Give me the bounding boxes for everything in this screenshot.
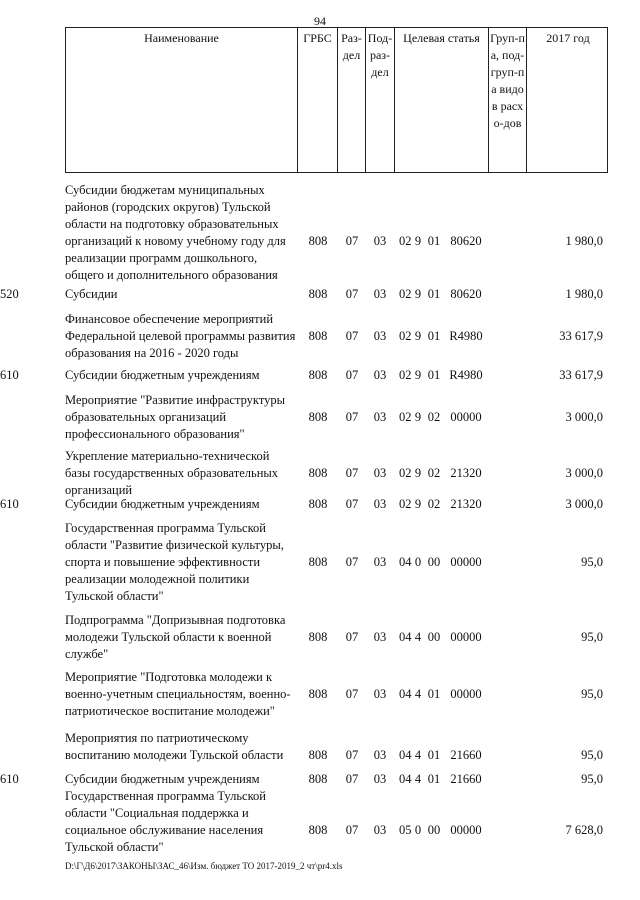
cell-target-subprogram: 9 <box>414 368 422 382</box>
cell-razdel: 07 <box>345 466 359 480</box>
cell-target-subprogram: 9 <box>414 329 422 343</box>
cell-target-subprogram: 4 <box>414 748 422 762</box>
cell-podrazdel: 03 <box>373 555 387 569</box>
row-name: Государственная программа Тульской области "Социальная поддержка и социальное обслуживание населения Тульской области" <box>65 789 266 854</box>
cell-amount-2017: 7 628,0 <box>565 823 603 837</box>
cell-target-subprogram: 9 <box>414 466 422 480</box>
cell-target-subprogram: 9 <box>414 497 422 511</box>
row-name: Субсидии бюджетным учреждениям <box>65 772 260 786</box>
cell-expense-group: 610 <box>0 772 19 786</box>
cell-amount-2017: 95,0 <box>581 630 603 644</box>
cell-amount-2017: 95,0 <box>581 687 603 701</box>
cell-podrazdel: 03 <box>373 368 387 382</box>
row-name: Государственная программа Тульской области "Развитие физической культуры, спорта и повышение эффективности реализации молодежной политики Тульской области" <box>65 521 284 603</box>
cell-target-event: 01 <box>427 287 441 301</box>
cell-podrazdel: 03 <box>373 234 387 248</box>
cell-target-program: 04 <box>399 630 412 644</box>
cell-grbs: 808 <box>308 555 328 569</box>
cell-target-subprogram: 9 <box>414 410 422 424</box>
cell-target-subprogram: 4 <box>414 772 422 786</box>
cell-razdel: 07 <box>345 555 359 569</box>
header-grbs: ГРБС <box>298 28 338 172</box>
row-name: Мероприятие "Развитие инфраструктуры образовательных организаций профессионального образования" <box>65 393 286 441</box>
cell-amount-2017: 1 980,0 <box>565 234 603 248</box>
cell-target-event: 01 <box>427 748 441 762</box>
cell-target-event: 01 <box>427 687 441 701</box>
cell-grbs: 808 <box>308 410 328 424</box>
header-year: 2017 год <box>546 31 590 45</box>
header-target: Целевая статья <box>395 28 489 172</box>
cell-amount-2017: 95,0 <box>581 748 603 762</box>
cell-target-subprogram: 0 <box>414 823 422 837</box>
cell-amount-2017: 33 617,9 <box>559 368 603 382</box>
cell-target-program: 04 <box>399 555 412 569</box>
cell-target-program: 02 <box>399 466 412 480</box>
cell-target-program: 04 <box>399 772 412 786</box>
cell-target-event: 01 <box>427 234 441 248</box>
cell-target-direction: 21320 <box>450 497 482 511</box>
cell-podrazdel: 03 <box>373 497 387 511</box>
cell-target-direction: 00000 <box>450 630 482 644</box>
cell-target-direction: 21320 <box>450 466 482 480</box>
cell-grbs: 808 <box>308 630 328 644</box>
cell-target-direction: 00000 <box>450 555 482 569</box>
row-name: Мероприятия по патриотическому воспитанию молодежи Тульской области <box>65 731 284 762</box>
cell-target-event: 00 <box>427 823 441 837</box>
cell-grbs: 808 <box>308 234 328 248</box>
row-name: Субсидии бюджетам муниципальных районов (городских округов) Тульской области на подготовку образовательных организаций к новому учебному году для реализации программ дошкольного, общего и дополнительного образования <box>65 183 286 282</box>
cell-razdel: 07 <box>345 368 359 382</box>
cell-expense-group: 520 <box>0 287 19 301</box>
cell-razdel: 07 <box>345 687 359 701</box>
cell-target-program: 02 <box>399 410 412 424</box>
cell-grbs: 808 <box>308 329 328 343</box>
cell-podrazdel: 03 <box>373 823 387 837</box>
cell-amount-2017: 3 000,0 <box>565 466 603 480</box>
cell-target-subprogram: 9 <box>414 287 422 301</box>
cell-target-program: 04 <box>399 687 412 701</box>
row-name: Субсидии бюджетным учреждениям <box>65 368 260 382</box>
cell-grbs: 808 <box>308 823 328 837</box>
row-name: Мероприятие "Подготовка молодежи к военно-учетным специальностям, военно-патриотическое воспитание молодежи" <box>65 670 291 718</box>
cell-grbs: 808 <box>308 287 328 301</box>
table-header <box>65 27 608 173</box>
cell-amount-2017: 95,0 <box>581 772 603 786</box>
cell-target-direction: R4980 <box>449 329 483 343</box>
cell-podrazdel: 03 <box>373 410 387 424</box>
cell-podrazdel: 03 <box>373 772 387 786</box>
header-podrazdel: Под-раз-дел <box>366 28 395 172</box>
cell-target-event: 01 <box>427 329 441 343</box>
cell-razdel: 07 <box>345 630 359 644</box>
cell-target-subprogram: 0 <box>414 555 422 569</box>
cell-target-program: 02 <box>399 368 412 382</box>
header-group: Груп-па, под-груп-па видов расхо-дов <box>489 28 527 172</box>
cell-target-program: 04 <box>399 748 412 762</box>
cell-target-direction: 80620 <box>450 287 482 301</box>
cell-target-direction: 21660 <box>450 772 482 786</box>
cell-podrazdel: 03 <box>373 630 387 644</box>
header-name: Наименование <box>66 28 298 172</box>
row-name: Укрепление материально-технической базы государственных образовательных организаций <box>65 449 279 497</box>
cell-target-event: 02 <box>427 410 441 424</box>
cell-amount-2017: 3 000,0 <box>565 497 603 511</box>
cell-target-event: 00 <box>427 555 441 569</box>
cell-expense-group: 610 <box>0 368 19 382</box>
cell-razdel: 07 <box>345 287 359 301</box>
cell-target-direction: R4980 <box>449 368 483 382</box>
cell-target-subprogram: 4 <box>414 630 422 644</box>
cell-grbs: 808 <box>308 497 328 511</box>
cell-grbs: 808 <box>308 748 328 762</box>
cell-razdel: 07 <box>345 748 359 762</box>
cell-razdel: 07 <box>345 823 359 837</box>
file-path-footer: D:\Г\Д6\2017\ЗАКОНЫ\ЗАС_46\Изм. бюджет ТО 2017-2019_2 чт\pr4.xls <box>65 861 343 871</box>
cell-target-subprogram: 9 <box>414 234 422 248</box>
cell-target-direction: 00000 <box>450 410 482 424</box>
cell-target-program: 02 <box>399 234 412 248</box>
cell-target-program: 02 <box>399 497 412 511</box>
cell-razdel: 07 <box>345 410 359 424</box>
header-razdel: Раз-дел <box>338 28 366 172</box>
cell-target-program: 02 <box>399 329 412 343</box>
cell-expense-group: 610 <box>0 497 19 511</box>
cell-razdel: 07 <box>345 329 359 343</box>
cell-target-event: 01 <box>427 368 441 382</box>
cell-target-subprogram: 4 <box>414 687 422 701</box>
cell-grbs: 808 <box>308 687 328 701</box>
cell-grbs: 808 <box>308 772 328 786</box>
cell-target-program: 05 <box>399 823 412 837</box>
cell-razdel: 07 <box>345 234 359 248</box>
cell-target-direction: 80620 <box>450 234 482 248</box>
row-name: Финансовое обеспечение мероприятий Федеральной целевой программы развития образования на 2016 - 2020 годы <box>65 312 296 360</box>
cell-amount-2017: 1 980,0 <box>565 287 603 301</box>
cell-amount-2017: 95,0 <box>581 555 603 569</box>
page-number: 94 <box>314 14 326 28</box>
cell-target-direction: 00000 <box>450 823 482 837</box>
cell-target-event: 02 <box>427 497 441 511</box>
cell-podrazdel: 03 <box>373 287 387 301</box>
cell-grbs: 808 <box>308 466 328 480</box>
cell-amount-2017: 33 617,9 <box>559 329 603 343</box>
cell-grbs: 808 <box>308 368 328 382</box>
row-name: Субсидии <box>65 287 118 301</box>
cell-target-direction: 00000 <box>450 687 482 701</box>
row-name: Подпрограмма "Допризывная подготовка молодежи Тульской области к военной службе" <box>65 613 286 661</box>
cell-target-program: 02 <box>399 287 412 301</box>
row-name: Субсидии бюджетным учреждениям <box>65 497 260 511</box>
cell-target-direction: 21660 <box>450 748 482 762</box>
cell-podrazdel: 03 <box>373 687 387 701</box>
cell-amount-2017: 3 000,0 <box>565 410 603 424</box>
cell-razdel: 07 <box>345 772 359 786</box>
cell-podrazdel: 03 <box>373 466 387 480</box>
cell-target-event: 00 <box>427 630 441 644</box>
cell-razdel: 07 <box>345 497 359 511</box>
cell-target-event: 01 <box>427 772 441 786</box>
cell-podrazdel: 03 <box>373 748 387 762</box>
cell-target-event: 02 <box>427 466 441 480</box>
cell-podrazdel: 03 <box>373 329 387 343</box>
